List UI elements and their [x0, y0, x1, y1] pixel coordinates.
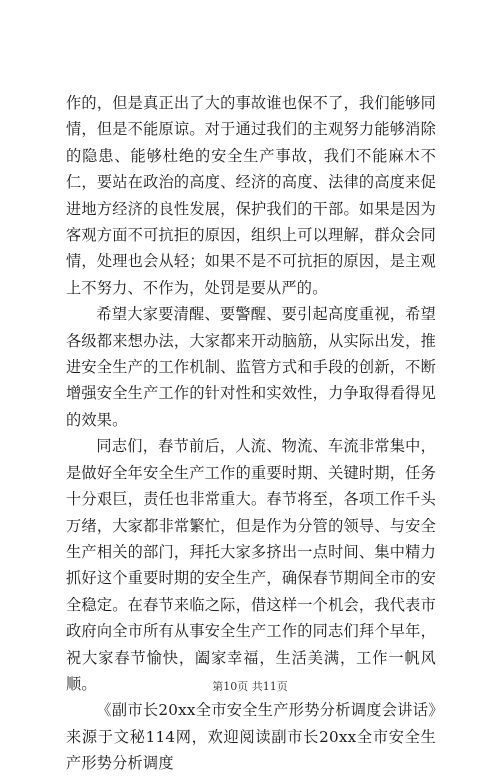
paragraph-continued: 作的，但是真正出了大的事故谁也保不了，我们能够同情，但是不能原谅。对于通过我们的主观努力能够消除的隐患、能够杜绝的安全生产事故，我们不能麻木不仁，要站在政治的高度、经济的高度、法律的高度来促进地方经济的良性发展，保护我们的干部。如果是因为客观方面不可抗拒的原因，组织上可以理解，群众会同情，处理也会从轻；如果不是不可抗拒的原因，是主观上不努力、不作为，处罚是要从严的。: [66, 94, 436, 297]
document-body: [66, 90, 436, 777]
paragraph-spring-festival: 同志们，春节前后，人流、物流、车流非常集中，是做好全年安全生产工作的重要时期、关键时期，任务十分艰巨，责任也非常重大。春节将至，各项工作千头万绪，大家都非常繁忙，但是作为分管的领导、与安全生产相关的部门，拜托大家多挤出一点时间、集中精力抓好这个重要时期的安全生产，确保春节期间全市的安全稳定。在春节来临之际，借这样一个机会，我代表市政府向全市所有从事安全生产工作的同志们拜个早年，祝大家春节愉快，阖家幸福，生活美满，工作一帆风顺。: [66, 437, 436, 693]
page-number-footer: 第10页 共11页: [212, 680, 288, 693]
paragraph-call-to-action: 希望大家要清醒、要警醒、要引起高度重视，希望各级都来想办法，大家都来开动脑筋，从实际出发，推进安全生产的工作机制、监管方式和手段的创新，不断增强安全生产工作的针对性和实效性，力争取得看得见的效果。: [66, 305, 436, 429]
paragraph-source-note: 《副市长20xx全市安全生产形势分析调度会讲话》来源于文秘114网，欢迎阅读副市长20xx全市安全生产形势分析调度: [66, 701, 436, 773]
